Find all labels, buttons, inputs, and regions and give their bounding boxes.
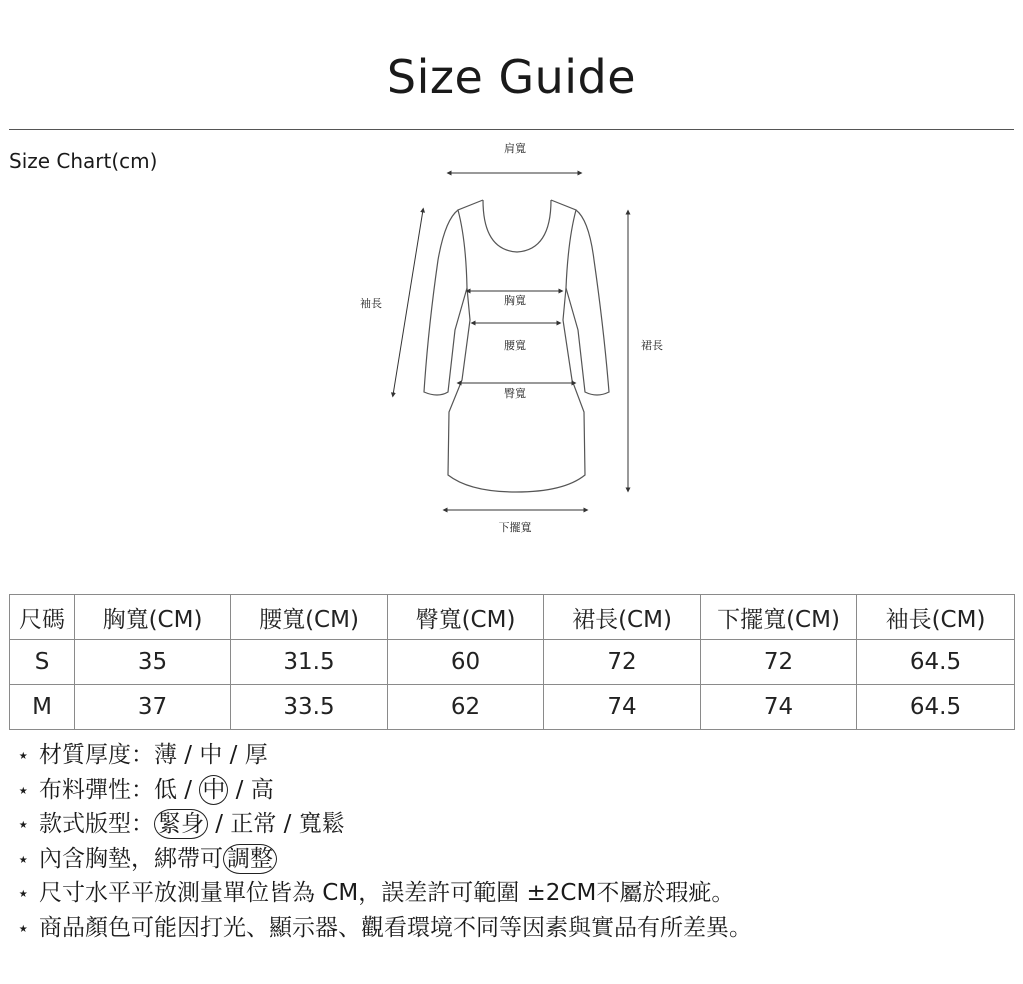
option-medium-selected: 中 [199,775,228,805]
table-row [10,685,1015,730]
option-separator: / [276,811,299,838]
sleeve-label: 袖長 [360,297,382,310]
table-cell: 60 [388,640,544,685]
note-pads [17,842,752,877]
table-cell: 64.5 [857,685,1015,730]
option-separator: / [177,742,200,768]
dress-right-sleeve [566,210,609,395]
option-medium: 中 [199,742,223,768]
star-bullet-icon: ⋆ [17,846,30,871]
length-label: 裙長 [641,339,663,352]
option-high: 高 [250,776,274,803]
header-chest: 胸寬(CM) [75,595,231,640]
star-bullet-icon: ⋆ [17,743,30,767]
table-cell: 74 [544,685,701,730]
header-size: 尺碼 [10,595,75,640]
waist-label: 腰寬 [504,339,526,352]
note-color [17,911,752,946]
star-bullet-icon: ⋆ [17,881,30,906]
header-waist: 腰寬(CM) [231,595,388,640]
note-elasticity [17,773,752,808]
adjustable-circled: 調整 [223,844,277,874]
table-cell: 74 [701,685,857,730]
table-row [10,640,1015,685]
option-low: 低 [154,776,177,803]
table-cell: 72 [544,640,701,685]
option-separator: / [222,742,245,768]
star-bullet-icon: ⋆ [17,915,30,940]
table-cell: 33.5 [231,685,388,730]
option-loose: 寬鬆 [298,811,345,838]
option-thin: 薄 [154,742,177,768]
note-label: 材質厚度： [39,742,154,768]
sleeve-arrow [393,210,423,395]
option-thick: 厚 [244,742,268,768]
table-cell: 62 [388,685,544,730]
table-header-row [10,595,1015,640]
table-cell: S [10,640,75,685]
garment-diagram [0,130,1023,550]
option-separator: / [228,776,251,803]
note-measure [17,876,752,911]
dress-left-sleeve [424,210,467,395]
table-cell: 31.5 [231,640,388,685]
option-separator: / [208,811,231,838]
chest-label: 胸寬 [504,294,526,307]
table-cell: 64.5 [857,640,1015,685]
star-bullet-icon: ⋆ [17,812,30,837]
hip-label: 臀寬 [504,387,526,400]
page-title: Size Guide [386,50,637,104]
size-table [9,594,1015,730]
table-cell: 72 [701,640,857,685]
option-regular: 正常 [230,811,277,838]
header-sleeve: 袖長(CM) [857,595,1015,640]
size-chart-label: Size Chart(cm) [9,149,158,173]
notes-list [17,738,752,946]
note-label: 布料彈性： [39,776,154,803]
header-hem: 下擺寬(CM) [701,595,857,640]
note-text: 內含胸墊，綁帶可 [39,845,223,872]
shoulder-label: 肩寬 [504,142,526,155]
table-cell: 35 [75,640,231,685]
table-cell: M [10,685,75,730]
dress-neckline [483,200,551,252]
hem-label: 下擺寬 [498,521,532,534]
header-length: 裙長(CM) [544,595,701,640]
note-text: 尺寸水平平放測量單位皆為 CM，誤差許可範圍 ±2CM不屬於瑕疵。 [39,880,735,907]
note-label: 款式版型： [39,811,154,838]
header-hip: 臀寬(CM) [388,595,544,640]
star-bullet-icon: ⋆ [17,777,30,802]
note-fit [17,807,752,842]
note-text: 商品顏色可能因打光、顯示器、觀看環境不同等因素與實品有所差異。 [39,914,752,941]
option-separator: / [177,776,200,803]
option-tight-selected: 緊身 [154,809,208,839]
table-cell: 37 [75,685,231,730]
note-thickness [17,738,752,773]
